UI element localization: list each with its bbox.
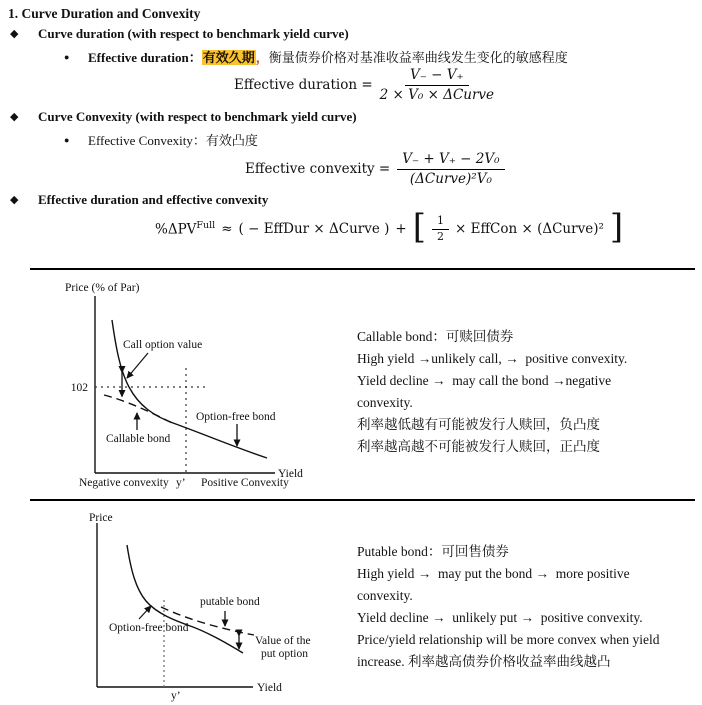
crossover-yield-label: y’ xyxy=(171,690,181,702)
formula3-superscript: Full xyxy=(196,220,216,232)
putable-bond-note xyxy=(357,541,702,673)
formula3-approx: ≈ xyxy=(221,221,233,237)
formula-effective-convexity xyxy=(245,147,505,191)
formula2-fraction xyxy=(397,151,504,188)
option-free-bond-label: Option-free bond xyxy=(196,411,276,423)
diamond-bullet-icon: ◆ xyxy=(10,111,19,123)
formula3-term1: ( − EffDur × ΔCurve ) xyxy=(238,221,390,237)
horizontal-divider xyxy=(30,499,695,501)
diamond-bullet-icon: ◆ xyxy=(10,28,19,40)
x-axis-label: Yield xyxy=(278,468,303,480)
price-102-tick: 102 xyxy=(70,382,88,394)
y-axis-label: Price (% of Par) xyxy=(65,282,140,294)
formula-pv-change xyxy=(155,207,624,248)
highlight-comma: ， xyxy=(255,50,269,65)
put-option-value-label-line2: put option xyxy=(261,648,308,660)
section1-heading: Curve duration (with respect to benchmark yield curve) xyxy=(38,26,349,41)
note-line: High yield → may put the bond → more positive xyxy=(357,566,630,581)
callable-bond-label: Callable bond xyxy=(106,433,171,445)
option-free-bond-arrow xyxy=(139,606,151,619)
price-yield-chart-putable xyxy=(35,505,355,705)
y-axis-label: Price xyxy=(89,512,113,524)
section3-heading: Effective duration and effective convexity xyxy=(38,192,269,207)
callable-bond-note xyxy=(357,326,702,458)
put-option-value-label-line1: Value of the xyxy=(255,635,311,647)
formula-effective-duration xyxy=(234,64,494,106)
note-line: 利率越低越有可能被发行人赎回，负凸度 xyxy=(357,417,600,432)
formula3-half-fraction: $\frac{1}{2}$ xyxy=(432,215,449,243)
call-option-value-label: Call option value xyxy=(123,339,203,351)
formula1-denominator: 2 × V₀ × ΔCurve xyxy=(379,86,495,103)
formula2-lhs: Effective convexity = xyxy=(245,161,391,177)
formula1-lhs: Effective duration = xyxy=(234,77,373,93)
formula3-term2: × EffCon × (ΔCurve)² xyxy=(454,221,604,237)
price-yield-chart-callable xyxy=(35,276,355,494)
circle-bullet-icon: ● xyxy=(64,135,70,145)
note-line: Yield decline → may call the bond →negative xyxy=(357,373,612,388)
negative-convexity-label: Negative convexity xyxy=(79,477,169,489)
note-line: Yield decline → unlikely put → positive convexity. xyxy=(357,610,643,625)
formula3-base: $\%\Delta PV^{Full}$ xyxy=(155,220,216,238)
effective-convexity-item: Effective Convexity：有效凸度 xyxy=(88,133,258,148)
formula3-open-bracket: [ xyxy=(412,207,426,247)
formula2-denominator: (ΔCurve)²V₀ xyxy=(409,170,492,187)
note-line: Price/yield relationship will be more convex when yield xyxy=(357,632,660,647)
highlighted-term: 有效久期 xyxy=(202,50,255,65)
horizontal-divider xyxy=(30,268,695,270)
x-axis-label: Yield xyxy=(257,682,282,694)
note-line: Putable bond：可回售债券 xyxy=(357,544,509,559)
putable-bond-label: putable bond xyxy=(200,596,260,608)
circle-bullet-icon: ● xyxy=(64,52,70,62)
formula2-numerator: V₋ + V₊ − 2V₀ xyxy=(397,151,504,170)
effective-duration-label: Effective duration： xyxy=(88,50,202,65)
note-line: Callable bond：可赎回债券 xyxy=(357,329,514,344)
diamond-bullet-icon: ◆ xyxy=(10,194,19,206)
section2-heading: Curve Convexity (with respect to benchmark yield curve) xyxy=(38,109,357,124)
formula3-close-bracket: ] xyxy=(609,207,624,247)
note-line: convexity. xyxy=(357,588,413,603)
call-option-value-arrow xyxy=(127,353,148,378)
note-line: increase. 利率越高债券价格收益率曲线越凸 xyxy=(357,654,611,669)
note-line: 利率越高越不可能被发行人赎回，正凸度 xyxy=(357,439,600,454)
crossover-yield-label: y’ xyxy=(176,477,186,489)
effective-duration-desc: 衡量债券价格对基准收益率曲线发生变化的敏感程度 xyxy=(268,50,568,65)
note-line: High yield →unlikely call, → positive convexity. xyxy=(357,351,628,366)
option-free-bond-label: Option-free bond xyxy=(109,622,189,634)
formula3-plus: + xyxy=(395,221,407,237)
formula1-numerator: V₋ − V₊ xyxy=(405,67,469,86)
formula1-fraction xyxy=(380,67,494,104)
note-line: convexity. xyxy=(357,395,413,410)
page-title: 1. Curve Duration and Convexity xyxy=(8,6,201,21)
positive-convexity-label: Positive Convexity xyxy=(201,477,289,489)
